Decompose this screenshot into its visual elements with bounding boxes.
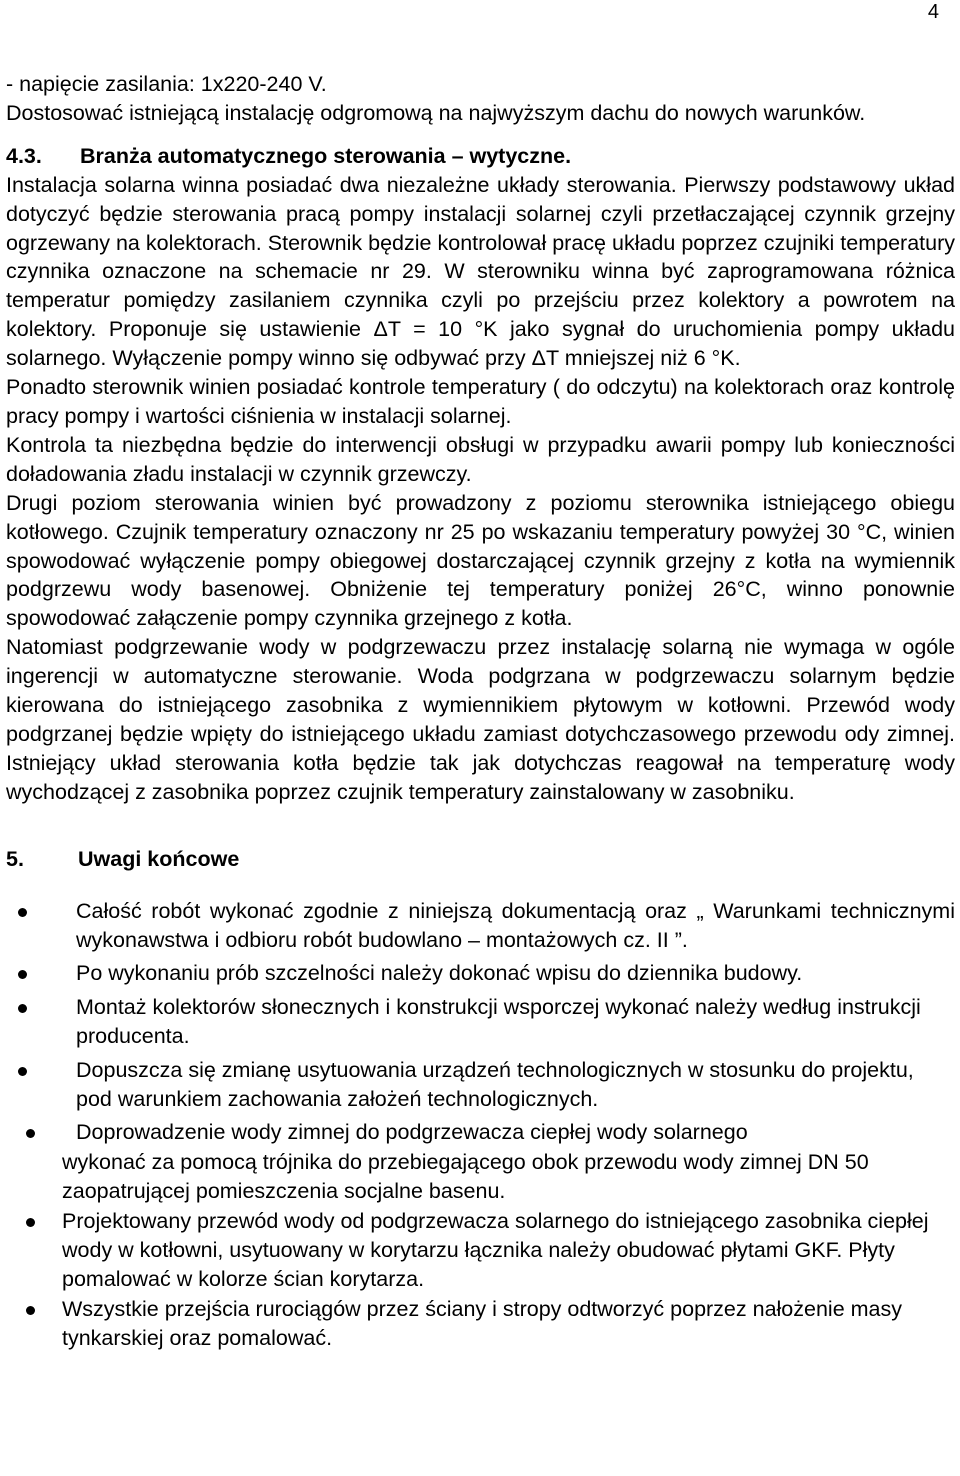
- page-number: 4: [927, 1, 939, 23]
- list-item: [6, 1207, 955, 1295]
- list-item-text: Całość robót wykonać zgodnie z niniejszą dokumentacją oraz „ Warunkami technicznymi wykonawstwa i odbioru robót budowlano – montażowych cz. II ”.: [76, 898, 955, 952]
- bullet-icon: [18, 1004, 27, 1013]
- list-item: [6, 1056, 955, 1115]
- bullet-icon: [26, 1306, 35, 1315]
- paragraph-intervention: Kontrola ta niezbędna będzie do interwencji obsługi w przypadku awarii pompy lub konieczności doładowania zładu instalacji w czynnik grzewczy.: [6, 432, 955, 486]
- bullet-icon: [18, 908, 27, 917]
- final-remarks-list: [6, 897, 955, 1354]
- paragraph-voltage: - napięcie zasilania: 1x220-240 V.: [6, 72, 327, 96]
- bullet-icon: [18, 1067, 27, 1076]
- section-number: 4.3.: [6, 143, 42, 168]
- document-body: [6, 70, 955, 1354]
- list-item-text: Projektowany przewód wody od podgrzewacza solarnego do istniejącego zasobnika ciepłej wody w kotłowni, usytuowany w korytarzu łącznika należy obudować płytami GKF. Płyty pomalować w kolorze ścian korytarza.: [62, 1208, 929, 1292]
- list-item-text: Wszystkie przejścia rurociągów przez ściany i stropy odtworzyć poprzez nałożenie masy tynkarskiej oraz pomalować.: [62, 1296, 903, 1351]
- section-heading-5: [6, 845, 955, 874]
- bullet-icon: [26, 1129, 35, 1138]
- list-item: [6, 1118, 955, 1206]
- bullet-icon: [26, 1218, 35, 1227]
- paragraph-second-level-control: Drugi poziom sterowania winien być prowadzony z poziomu sterownika istniejącego obiegu kotłowego. Czujnik temperatury oznaczony nr 25 po wskazaniu temperatury powyżej 30 °C, winien spowodować wyłączenie pompy obiegowej dostarczającej czynnik grzejny z kotła na wymiennik podgrzewu wody basenowej. Obniżenie tej temperatury poniżej 26°C, winno ponownie spowodować załączenie pompy czynnika grzejnego z kotła.: [6, 490, 955, 631]
- list-item-text: Dopuszcza się zmianę usytuowania urządzeń technologicznych w stosunku do projektu, pod warunkiem zachowania założeń technologicznych.: [76, 1057, 914, 1111]
- paragraph-lightning-protection: Dostosować istniejącą instalację odgromową na najwyższym dachu do nowych warunków.: [6, 100, 866, 125]
- list-item: [6, 993, 955, 1052]
- section-title: Uwagi końcowe: [78, 846, 240, 871]
- list-item-text: Po wykonaniu prób szczelności należy dokonać wpisu do dziennika budowy.: [76, 961, 803, 986]
- section-title: Branża automatycznego sterowania – wytyczne.: [80, 143, 572, 168]
- list-item-text-continued: wykonać za pomocą trójnika do przebiegającego obok przewodu wody zimnej DN 50 zaopatrującej pomieszczenia socjalne basenu.: [62, 1149, 869, 1204]
- section-heading-4-3: [6, 142, 955, 171]
- list-item-text: Montaż kolektorów słonecznych i konstrukcji wsporczej wykonać należy według instrukcji producenta.: [76, 994, 921, 1049]
- list-item: [6, 1295, 955, 1354]
- list-item-text: Doprowadzenie wody zimnej do podgrzewacza ciepłej wody solarnego: [76, 1120, 748, 1145]
- bullet-icon: [18, 970, 27, 979]
- paragraph-solar-control: Instalacja solarna winna posiadać dwa niezależne układy sterowania. Pierwszy podstawowy układ dotyczyć będzie sterowania pracą pompy instalacji solarnej czyli przetłaczającej czynnik grzejny ogrzewany na kolektorach. Sterownik będzie kontrolował pracę układu poprzez czujniki temperatury czynnika oznaczone na schemacie nr 29. W sterowniku winna być zaprogramowana różnica temperatur pomiędzy zasilaniem czynnika czyli po przejściu przez kolektory a powrotem na kolektory. Proponuje się ustawienie ΔT = 10 °K jako sygnał do uruchomienia pompy układu solarnego. Wyłączenie pompy winno się odbywać przy ΔT mniejszej niż 6 °K.: [6, 172, 955, 371]
- section-number: 5.: [6, 846, 24, 871]
- paragraph-temperature-control: Ponadto sterownik winien posiadać kontrole temperatury ( do odczytu) na kolektorach oraz kontrolę pracy pompy i wartości ciśnienia w instalacji solarnej.: [6, 375, 955, 428]
- list-item: [6, 959, 955, 988]
- paragraph-water-heating: Natomiast podgrzewanie wody w podgrzewaczu przez instalację solarną nie wymaga w ogóle ingerencji w automatyczne sterowanie. Woda podgrzana w podgrzewaczu solarnym będzie kierowana do istniejącego zasobnika z wymiennikiem płytowym w kotłowni. Przewód wody podgrzanej będzie wpięty do istniejącego układu zamiast dotychczasowego przewodu ody zimnej. Istniejący układ sterowania kotła będzie tak jak dotychczas reagował na temperaturę wody wychodzącej z zasobnika poprzez czujnik temperatury zainstalowany w zasobniku.: [6, 635, 955, 804]
- list-item: [6, 897, 955, 956]
